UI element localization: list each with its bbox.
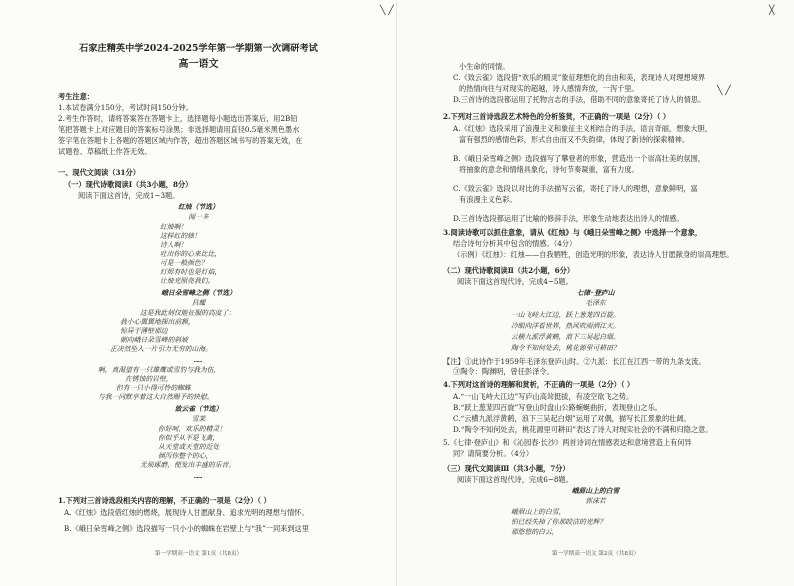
instruction: 阅读下面这首现代诗，完成4~5题。 xyxy=(457,277,573,286)
poem-line: 你好呵，欢乐的精灵！ xyxy=(158,425,226,433)
poem-line: 正决然坠入一片引力无穷的山海。 xyxy=(110,345,212,353)
exam-subject: 高一语文 xyxy=(178,59,219,70)
poem-line: 朝向峨日朵雪峰的斜坡 xyxy=(120,336,188,344)
poem-line: 怕已经失掉了你那皎洁的光辉？ xyxy=(511,518,607,526)
notice-line: 2.考生作答时，请将答案答在答题卡上，选择题每小题选出答案后，用2B铅 xyxy=(58,114,298,123)
footnote: ③陶令：陶渊明，曾任彭泽令。 xyxy=(453,367,554,376)
poem-line: 倾泻你整个的心， xyxy=(158,452,213,460)
question-2: 2.下列对三首诗选段艺术特色的分析鉴赏，不正确的一项是（2分）（ ） xyxy=(443,112,671,121)
scan-mark: ╳ xyxy=(769,6,775,16)
poem-author: 毛泽东 xyxy=(585,299,606,307)
poem-line: 这是我此刻仅能征服的高度了： xyxy=(140,309,236,317)
poem-line: 这样红的烛！ xyxy=(160,232,201,240)
ellipsis: …… xyxy=(194,472,203,480)
option-c: C.《致云雀》选段借“欢乐的精灵”象征理想化的自由和美，表现诗人对理想境界 xyxy=(453,73,706,82)
option-b: B.《峨日朵雪峰之侧》选段描写了攀登者的形象，营造出一个崇高壮美的氛围， xyxy=(453,154,705,163)
text-line: 小生命的同情。 xyxy=(459,62,510,71)
subsection-heading: （二）现代诗歌阅读Ⅱ（共2小题，6分） xyxy=(443,266,575,275)
poem-line: 让烛光照亮我们。 xyxy=(160,277,215,285)
text-line: 的热情向往与对现实的超越，诗人感情奔放，一泻千里。 xyxy=(459,84,639,93)
option-d: D.三首诗选段都运用了比喻的修辞手法，形象生动地表达出诗人的情感。 xyxy=(453,214,684,223)
notice-line: 试题卷、草稿纸上作答无效。 xyxy=(58,147,152,156)
instruction: 阅读下面这首诗，完成1~3题。 xyxy=(78,191,180,200)
poem-line: 无须琢磨，便发出丰盛的乐音。 xyxy=(140,461,236,469)
scan-mark: ╲ ╱ xyxy=(380,6,394,16)
poem-title: 峨眉山上的白雪 xyxy=(571,487,620,495)
option-a: A.《红烛》选段借红烛的燃烧，展现诗人甘愿献身、追求光明的理想与情怀。 xyxy=(64,508,309,517)
poem-line: 与我一同默享着这大自然赐予的快慰。 xyxy=(98,393,214,401)
option-b: B.《峨日朵雪峰之侧》选段描写一只小小的蜘蛛在岩壁上与“我”一同来到这里 xyxy=(64,524,309,533)
poem-author: 闻一多 xyxy=(188,213,209,221)
option-c: C.“云横九派浮黄鹤，浪下三吴起白烟”运用了对偶，描写长江景象的壮阔。 xyxy=(453,414,691,423)
poem-title: 致云雀（节选） xyxy=(174,405,223,413)
poem-title: 七律·登庐山 xyxy=(576,289,615,297)
subsection-heading: （一）现代诗歌阅读Ⅰ（共3小题，8分） xyxy=(64,180,193,189)
poem-line: 你似乎从不是飞禽， xyxy=(158,434,220,442)
poem-title: 红烛（节选） xyxy=(178,203,219,211)
notice-heading: 考生注意： xyxy=(58,92,94,101)
question-5: 5.《七律·登庐山》和《沁园春·长沙》两首诗词在情感表达和意境营造上有何异 xyxy=(443,438,692,447)
text-line: 同？请简要分析。（4分） xyxy=(453,449,534,458)
option-b: B.“跃上葱茏四百旋”写登山时盘山公路蜿蜒曲折，表现登山之乐。 xyxy=(453,403,662,412)
poem-line: 灯烬有时也是灯焰， xyxy=(160,268,222,276)
question-3: 3.阅读诗歌可以抓住意象，请从《红烛》与《峨日朵雪峰之侧》中选择一个意象， xyxy=(443,228,703,237)
text-line: 有浪漫主义色彩。 xyxy=(459,195,517,204)
option-d: D.“陶令不知何处去，桃花源里可耕田”表达了诗人对现实社会的不满和归隐之意。 xyxy=(453,425,713,434)
poem-line: 红烛啊！ xyxy=(160,223,188,231)
poem-line: 啊，真渴望有一只雄鹰或雪豹与我为伍， xyxy=(98,366,221,374)
poem-author: 昌耀 xyxy=(191,299,206,307)
footnote: 【注】①此诗作于1959年毛泽东登庐山时。②九派：长江在江西一带的九条支流。 xyxy=(443,357,706,366)
page-footer: 第一学期高一语文 第2页（共8页） xyxy=(551,551,640,557)
poem-line: 云横九派浮黄鹤，浪下三吴起白烟。 xyxy=(511,333,620,341)
poem-line: 峨眉山上的白雪， xyxy=(511,508,566,516)
poem-line: 吐出你的心来比比， xyxy=(160,250,222,258)
question-4: 4.下列对这首诗的理解和赏析，不正确的一项是（2分）（ ） xyxy=(443,380,635,389)
poem-line: 但有一只小得可怜的蜘蛛 xyxy=(116,384,191,392)
page-footer: 第一学期高一语文 第1页（共8页） xyxy=(154,551,243,557)
poem-line: 我小心翼翼地探出前额， xyxy=(120,318,195,326)
poem-line: 惊异于薄壁那边 xyxy=(120,327,168,335)
ellipsis: …… xyxy=(194,356,203,364)
section-heading: 一、现代文阅读（31分） xyxy=(58,168,140,177)
text-line: 将抽象的意念和情绪具象化，诗句节奏凝重，富有力度。 xyxy=(459,165,639,174)
poem-line: 从天堂或天堂的近处 xyxy=(158,443,220,451)
poem-line: 冷眼向洋看世界，热风吹雨洒江天。 xyxy=(511,322,620,330)
poem-line: 一山飞峙大江边，跃上葱茏四百旋。 xyxy=(511,311,620,319)
poem-title: 峨日朵雪峰之侧（节选） xyxy=(161,289,236,297)
poem-line: 在锈蚀的岩壁， xyxy=(125,375,173,383)
notice-line: 1.本试卷满分150分，考试时间150分钟。 xyxy=(58,103,193,112)
exam-page-right xyxy=(380,0,794,586)
option-d: D.三首诗的选段都运用了托物言志的手法，借助不同的意象寄托了诗人的情思。 xyxy=(453,95,706,104)
option-c: C.《致云雀》选段以对比的手法描写云雀，寄托了诗人的理想，意象鲜明，富 xyxy=(453,184,698,193)
answer-example: （示例）《红烛》：红烛——自我牺牲，创造光明的形象，表达诗人甘愿献身的崇高理想。 xyxy=(453,250,734,259)
poem-author: 郭沫若 xyxy=(585,497,606,505)
option-a: A.《红烛》选段采用了浪漫主义和象征主义相结合的手法，语言奇丽，想象大胆， xyxy=(453,124,713,133)
poem-line: 诗人啊！ xyxy=(160,241,188,249)
exam-title: 石家庄精英中学2024-2025学年第一学期第一次调研考试 xyxy=(79,43,318,54)
scan-mark: ╲ ╱ xyxy=(717,86,731,96)
poem-line: 陶令不知何处去，桃花源里可耕田？ xyxy=(511,344,620,352)
poem-line: 那悠悠的白云， xyxy=(511,528,559,536)
text-line: 结合诗句分析其中包含的情感。（4分） xyxy=(453,239,577,248)
option-a: A.“一山飞峙大江边”写庐山高耸挺拔，有凌空欲飞之势。 xyxy=(453,392,634,401)
notice-line: 签字笔在答题卡上各题的答题区域内作答，超出答题区域书写的答案无效，在 xyxy=(58,136,303,145)
question-1: 1.下列对三首诗选段相关内容的理解，不正确的一项是（2分）（ ） xyxy=(58,496,271,505)
notice-line: 笔把答题卡上对应题目的答案标号涂黑；非选择题请用直径0.5毫米黑色墨水 xyxy=(58,125,300,134)
subsection-heading: （三）现代文阅读Ⅲ（共3小题，7分） xyxy=(443,464,570,473)
text-line: 富有强烈的感情色彩，形式自由而又不失韵律，体现了新诗的探索精神。 xyxy=(459,135,690,144)
poem-author: 雪莱 xyxy=(191,415,206,423)
poem-line: 可是一般颜色？ xyxy=(160,259,208,267)
instruction: 阅读下面这首现代诗，完成6~8题。 xyxy=(457,475,573,484)
